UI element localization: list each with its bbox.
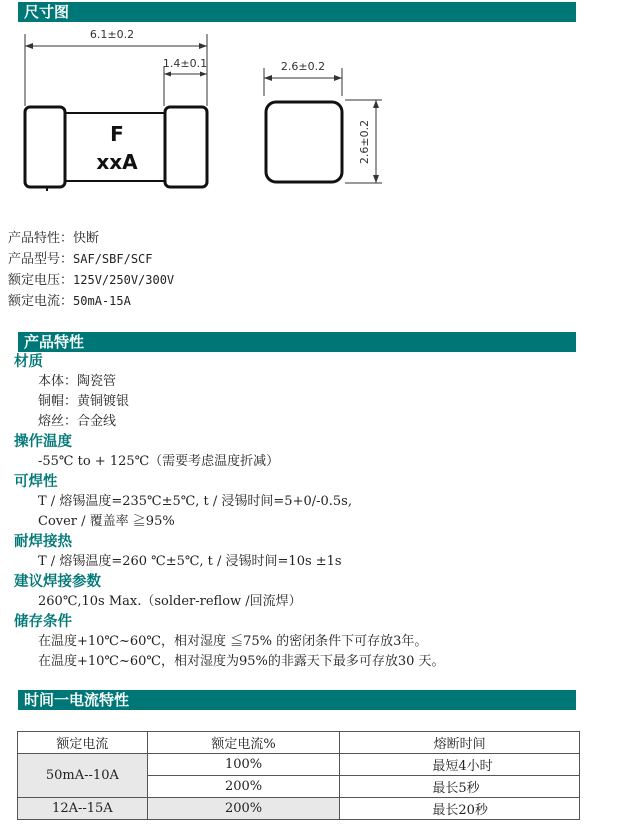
- storage-line: 在温度+10℃~60℃，相对湿度为95%的非露天下最多可存放30 天。: [38, 654, 445, 669]
- summary-row: 额定电流：50mA-15A: [8, 294, 131, 309]
- storage-heading: 储存条件: [14, 614, 72, 630]
- summary-row: 产品特性：快断: [8, 231, 100, 246]
- material-heading: 材质: [14, 354, 43, 370]
- operating-temp-heading: 操作温度: [14, 434, 72, 450]
- time-current-table: [17, 731, 580, 820]
- section-header-features: 产品特性: [18, 332, 576, 352]
- section-header-time-current: 时间一电流特性: [18, 690, 576, 710]
- cap-length-label: 1.4±0.1: [162, 57, 208, 70]
- solderability-line: T / 熔锡温度=235℃±5℃, t / 浸锡时间=5+0/-0.5s,: [38, 494, 352, 509]
- solder-heat-heading: 耐焊接热: [14, 534, 72, 550]
- operating-temp-line: -55℃ to + 125℃（需要考虑温度折减）: [38, 454, 280, 469]
- percent-cell: 100%: [147, 754, 340, 776]
- material-line: 熔丝：合金线: [38, 414, 117, 429]
- current-range-cell: 12A--15A: [18, 798, 148, 820]
- header-rated-current: 额定电流: [18, 732, 148, 754]
- material-line: 本体：陶瓷管: [38, 374, 117, 389]
- table-row: [18, 798, 580, 820]
- length-label: 6.1±0.2: [89, 28, 135, 41]
- fuse-side-view: [25, 107, 207, 191]
- header-current-percent: 额定电流%: [147, 732, 340, 754]
- solderability-heading: 可焊性: [14, 474, 58, 490]
- current-range-cell: 50mA--10A: [18, 754, 148, 798]
- material-line: 铜帽：黄铜镀银: [38, 394, 130, 409]
- summary-row: 额定电压：125V/250V/300V: [8, 273, 175, 288]
- marking-line1: F: [110, 122, 124, 146]
- product-summary: [8, 229, 174, 312]
- table-row: [18, 754, 580, 776]
- percent-cell: 200%: [147, 798, 340, 820]
- solderability-line: Cover / 覆盖率 ≧95%: [38, 514, 175, 529]
- dimension-drawing: [0, 26, 626, 226]
- section-header-dimensions: 尺寸图: [18, 2, 576, 22]
- height-label: 2.6±0.2: [358, 119, 371, 165]
- width-label: 2.6±0.2: [280, 60, 326, 73]
- soldering-params-heading: 建议焊接参数: [14, 574, 101, 590]
- header-blow-time: 熔断时间: [340, 732, 580, 754]
- marking-line2: xxA: [96, 150, 138, 174]
- table-header-row: [18, 732, 580, 754]
- storage-line: 在温度+10℃~60℃，相对湿度 ≦75% 的密闭条件下可存放3年。: [38, 634, 428, 649]
- percent-cell: 200%: [147, 776, 340, 798]
- cap-dimension: [163, 57, 207, 106]
- solder-heat-line: T / 熔锡温度=260 ℃±5℃, t / 浸锡时间=10s ±1s: [38, 554, 342, 569]
- fuse-end-view: [264, 60, 382, 183]
- time-cell: 最短4小时: [340, 754, 580, 776]
- soldering-params-line: 260℃,10s Max.（solder-reflow /回流焊）: [38, 594, 302, 609]
- feature-list: [14, 352, 445, 672]
- time-cell: 最长5秒: [340, 776, 580, 798]
- time-cell: 最长20秒: [340, 798, 580, 820]
- summary-row: 产品型号：SAF/SBF/SCF: [8, 252, 153, 267]
